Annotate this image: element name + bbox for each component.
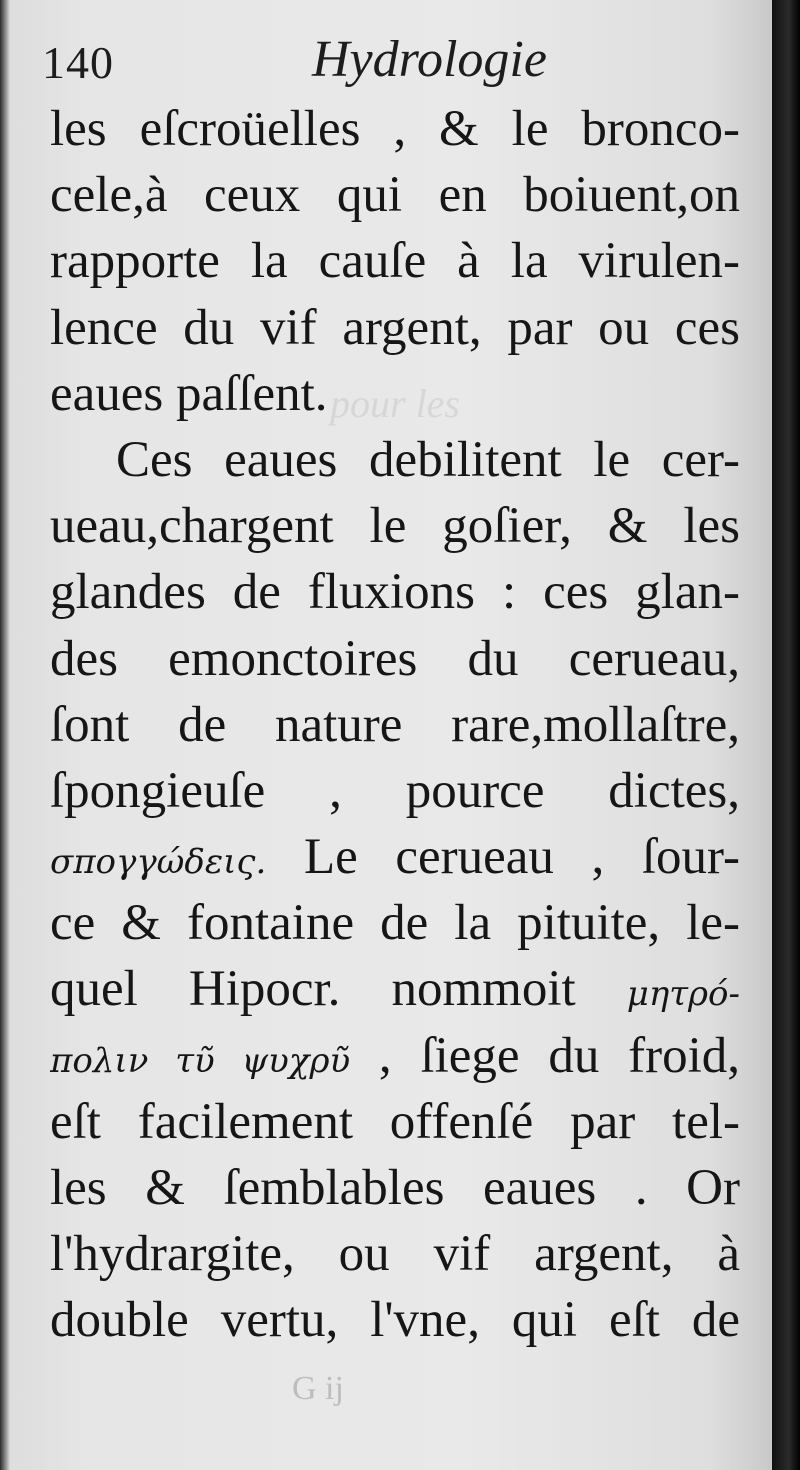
- greek-phrase: πολιν τῦ ψυχρῦ: [50, 1040, 351, 1081]
- text-line: l'hydrargite, ou vif argent, à: [50, 1226, 740, 1283]
- running-title: Hydrologie: [312, 31, 547, 88]
- text-line: Ces eaues debilitent le cer-: [116, 431, 740, 488]
- signature-mark: G ij: [292, 1370, 344, 1407]
- text-fragment: Le cerueau , ſour-: [303, 829, 740, 886]
- text-line: ce & fontaine de la pituite, le-: [50, 895, 740, 952]
- text-line: glandes de fluxions : ces glan-: [50, 564, 740, 621]
- gutter-shadow: [0, 0, 10, 1470]
- text-line: les eſcroüelles , & le bronco-: [50, 101, 740, 157]
- text-line: double vertu, l'vne, qui eſt de: [50, 1292, 740, 1349]
- text-line: [50, 956, 740, 1022]
- body-text: [50, 96, 740, 1354]
- text-fragment: quel Hipocr. nommoit: [50, 961, 576, 1018]
- text-line: des emonctoires du cerueau,: [50, 630, 740, 687]
- text-line: ſont de nature rare,mollaſtre,: [50, 696, 740, 753]
- text-line: eſt facilement offenſé par tel-: [50, 1093, 740, 1150]
- text-line: eaues paſſent.: [50, 365, 328, 422]
- greek-word: μητρό-: [626, 974, 740, 1015]
- page-edge-shadow: [772, 0, 800, 1470]
- text-line: ſpongieuſe , pource dictes,: [50, 762, 740, 819]
- text-line: rapporte la cauſe à la virulen-: [50, 233, 740, 290]
- greek-word: σπογγώδεις.: [50, 842, 267, 883]
- show-through-text: pour les: [330, 381, 460, 426]
- text-line: ueau,chargent le goſier, & les: [50, 498, 740, 555]
- text-fragment: , ſiege du froid,: [378, 1027, 740, 1084]
- text-line: lence du vif argent, par ou ces: [50, 299, 740, 356]
- text-line: cele,à ceux qui en boiuent,on: [50, 167, 740, 224]
- text-line: les & ſemblables eaues . Or: [50, 1160, 740, 1216]
- page-number: 140: [42, 37, 114, 88]
- text-line: [50, 824, 740, 890]
- text-line: [50, 1023, 740, 1089]
- page-header: [42, 30, 742, 100]
